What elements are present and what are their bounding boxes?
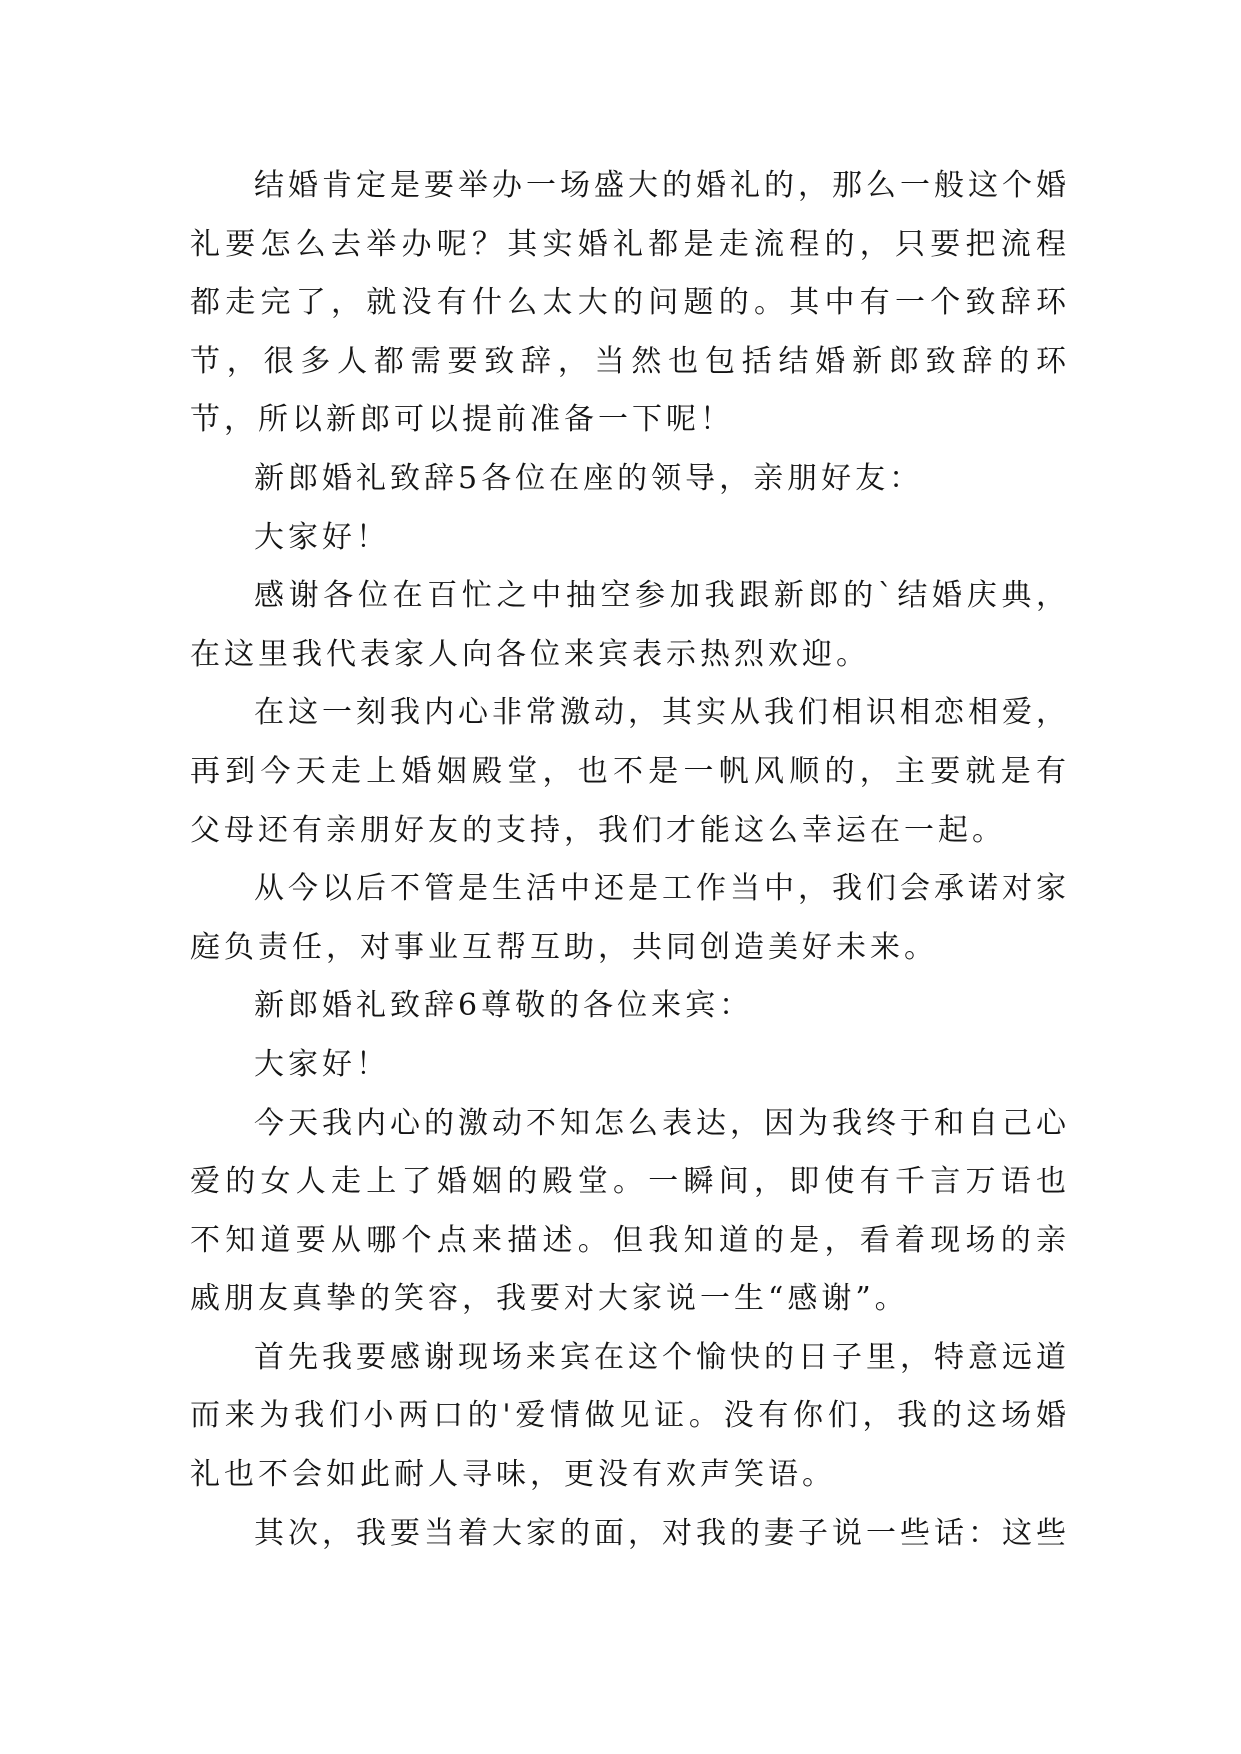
paragraph-moment: 在这一刻我内心非常激动，其实从我们相识相恋相爱，再到今天走上婚姻殿堂，也不是一帆风顺的，主要就是有父母还有亲朋好友的支持，我们才能这么幸运在一起。 <box>190 695 1070 848</box>
paragraph-guests: 首先我要感谢现场来宾在这个愉快的日子里，特意远道而来为我们小两口的'爱情做见证。没有你们，我的这场婚礼也不会如此耐人寻味，更没有欢声笑语。 <box>190 1339 1070 1493</box>
paragraph-wife: 其次，我要当着大家的面，对我的妻子说一些话：这些 <box>254 1515 1070 1551</box>
paragraph-emotion: 今天我内心的激动不知怎么表达，因为我终于和自己心爱的女人走上了婚姻的殿堂。一瞬间，即使有千言万语也不知道要从哪个点来描述。但我知道的是，看着现场的亲戚朋友真挚的笑容，我要对大家说一生“感谢”。 <box>190 1105 1070 1317</box>
paragraph-thanks: 感谢各位在百忙之中抽空参加我跟新郎的`结婚庆典，在这里我代表家人向各位来宾表示热烈欢迎。 <box>190 578 1070 672</box>
paragraph-greeting-1: 大家好！ <box>254 519 390 555</box>
paragraph-promise: 从今以后不管是生活中还是工作当中，我们会承诺对家庭负责任，对事业互帮互助，共同创造美好未来。 <box>190 871 1070 965</box>
paragraph-speech6-heading: 新郎婚礼致辞6尊敬的各位来宾： <box>254 988 754 1024</box>
paragraph-speech5-heading: 新郎婚礼致辞5各位在座的领导，亲朋好友： <box>254 460 924 496</box>
document-body <box>190 157 1070 1563</box>
paragraph-intro: 结婚肯定是要举办一场盛大的婚礼的，那么一般这个婚礼要怎么去举办呢？其实婚礼都是走流程的，只要把流程都走完了，就没有什么太大的问题的。其中有一个致辞环节，很多人都需要致辞，当然也包括结婚新郎致辞的环节，所以新郎可以提前准备一下呢！ <box>190 168 1070 438</box>
paragraph-greeting-2: 大家好！ <box>254 1046 390 1082</box>
